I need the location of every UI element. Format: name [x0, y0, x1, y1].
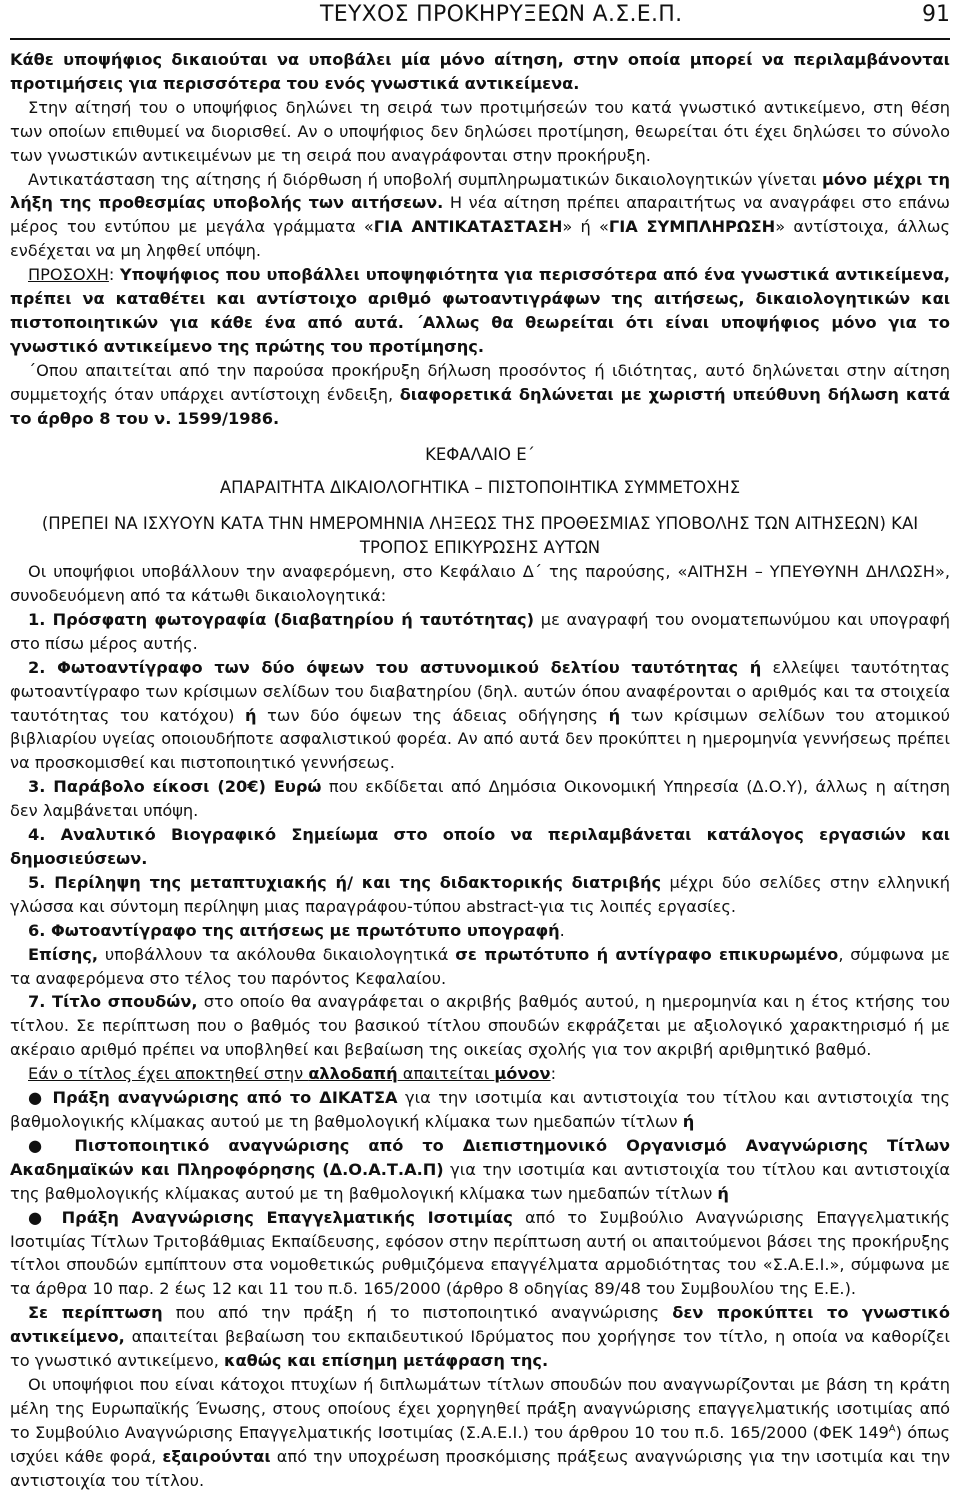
text-run: από την υποχρέωση προσκόμισης πράξεως αναγνώρισης για την ισοτιμία και την αντιστοιχία του τίτλου. [10, 1446, 950, 1490]
paragraph-p5 [10, 359, 950, 431]
text-run: : [550, 1064, 557, 1084]
text-run: Οι υποψήφιοι που είναι κάτοχοι πτυχίων ή διπλωμάτων τίτλων σπουδών που αναγνωρίζονται με βάση τη κράτη μέλη της Ευρωπαϊκής Ένωσης, στους οποίους έχει χορηγηθεί πράξη αναγνώρισης επαγγελματικής ισοτιμίας από το Συμβούλιο Αναγνώρισης Επαγγελματικής Ισοτιμίας (Σ.Α.Ε.Ι.) του άρθρου 10 του π.δ. 165/2000 (ΦΕΚ 149 [10, 1374, 950, 1442]
paragraph-p17 [10, 990, 950, 1062]
text-run: 2. Φωτοαντίγραφο των δύο όψεων του αστυνομικού δελτίου ταυτότητας ή [28, 657, 762, 677]
paragraph-p19 [10, 1086, 950, 1134]
document-body [10, 48, 950, 1492]
text-run: 1. Πρόσφατη φωτογραφία (διαβατηρίου ή ταυτότητας) [28, 609, 535, 629]
text-run: από το Συμβούλιο Αναγνώρισης Επαγγελματικής Ισοτιμίας Τίτλων Τριτοβάθμιας Εκπαίδευσης, εφόσον στην περίπτωση αυτή οι απαιτούμενοι βάσει της προκήρυξης τίτλοι σπουδών εμπίπτουν στα νομοθετικώς ρυθμιζόμενα επαγγέλματα αρμοδιότητας του «Σ.Α.Ε.Ι.», σύμφωνα με τα άρθρα 10 παρ. 2 έως 12 και 11 του π.δ. 165/2000 (άρθρο 8 οδηγίας 89/48 του Συμβουλίου της Ε.Ε.). [10, 1207, 950, 1299]
text-run: Αντικατάσταση της αίτησης ή διόρθωση ή υποβολή συμπληρωματικών δικαιολογητικών γίνεται [28, 169, 822, 189]
paragraph-p11 [10, 656, 950, 776]
text-run: . [559, 920, 565, 940]
text-run: που εκδίδεται από Δημόσια Οικονομική Υπηρεσία (Δ.Ο.Υ), άλλως η αίτηση δεν λαμβάνεται υπόψη. [10, 777, 950, 821]
text-run: ΄Οπου απαιτείται από την παρούσα προκήρυξη δήλωση προσόντος ή ιδιότητας, αυτό δηλώνεται στην αίτηση συμμετοχής όταν υπάρχει αντίστοιχη ένδειξη, [10, 360, 950, 404]
text-run: για την ισοτιμία και αντιστοιχία του τίτλου και αντιστοιχία της βαθμολογικής κλίμακας αυτού με τη βαθμολογική κλίμακα των ημεδαπών τίτλων [10, 1088, 951, 1131]
text-run: αλλοδαπή [308, 1064, 398, 1084]
text-run: Κάθε υποψήφιος δικαιούται να υποβάλει μία μόνο αίτηση, στην οποία μπορεί να περιλαμβάνονται προτιμήσεις για περισσότερα του ενός γνωστικά αντικείμενα. [10, 50, 950, 93]
text-run: ΚΕΦΑΛΑΙΟ Ε΄ [425, 444, 535, 464]
paragraph-p23 [10, 1373, 950, 1492]
paragraph-p16 [10, 943, 950, 991]
text-run: καθώς και επίσημη μετάφραση της. [224, 1351, 549, 1371]
paragraph-p6 [10, 443, 950, 467]
text-run: Στην αίτησή του ο υποψήφιος δηλώνει τη σειρά των προτιμήσεών του κατά γνωστικό αντικείμενο, στη θέση των οποίων επιθυμεί να διορισθεί. Αν ο υποψήφιος δεν δηλώσει προτίμηση, θεωρείται ότι έχει δηλώσει το σύνολο των γνωστικών αντικειμένων με τη σειρά που αναγράφονται στην προκήρυξη. [10, 97, 950, 165]
text-run: με αναγραφή του ονοματεπωνύμου και υπογραφή στο πίσω μέρος αυτής. [10, 609, 951, 653]
text-run: : [108, 265, 120, 285]
paragraph-p10 [10, 608, 950, 656]
text-run: Υποψήφιος που υποβάλλει υποψηφιότητα για περισσότερα από ένα γνωστικά αντικείμενα, πρέπει να καταθέτει και αντίστοιχο αριθμό φωτοαντιγράφων της αιτήσεως, δικαιολογητικών και πιστοποιητικών για κάθε ένα από αυτά. ΄Αλλως θα θεωρείται ότι είναι υποψήφιος μόνο για το γνωστικό αντικείμενο της πρώτης του προτίμησης. [10, 265, 950, 356]
text-run: ΑΠΑΡΑΙΤΗΤΑ ΔΙΚΑΙΟΛΟΓΗΤΙΚΑ – ΠΙΣΤΟΠΟΙΗΤΙΚΑ ΣΥΜΜΕΤΟΧΗΣ [219, 478, 741, 498]
paragraph-p2 [10, 96, 950, 168]
text-run: ΓΙΑ ΑΝΤΙΚΑΤΑΣΤΑΣΗ [373, 217, 563, 237]
text-run: Οι υποψήφιοι υποβάλλουν την αναφερόμενη, στο Κεφάλαιο Δ΄ της παρούσης, «ΑΙΤΗΣΗ – ΥΠΕΥΘΥΝΗ ΔΗΛΩΣΗ», συνοδευόμενη από τα κάτωθι δικαιολογητικά: [10, 562, 950, 606]
text-run: απαιτείται [397, 1064, 495, 1084]
text-run: δεν προκύπτει το γνωστικό αντικείμενο, [10, 1303, 951, 1347]
text-run: μέχρι δύο σελίδες στην ελληνική γλώσσα και σύντομη περίληψη μιας παραγράφου-τύπου abstract-για τις λοιπές εργασίες. [10, 872, 950, 916]
text-run: ) όπως ισχύει κάθε φορά, [10, 1422, 950, 1466]
paragraph-p20 [10, 1134, 950, 1206]
text-run: Α [888, 1423, 896, 1435]
header-title: ΤΕΥΧΟΣ ΠΡΟΚΗΡΥΞΕΩΝ Α.Σ.Ε.Π. [320, 2, 683, 27]
text-run: απαιτείται βεβαίωση του εκπαιδευτικού Ιδρύματος που χορήγησε τον τίτλο, η οποία να καθορίζει το γνωστικό αντικείμενο, [10, 1327, 950, 1371]
text-run: 5. Περίληψη της μεταπτυχιακής ή/ και της διδακτορικής διατριβής [28, 872, 662, 892]
paragraph-p9 [10, 560, 950, 608]
text-run: μόνον [494, 1064, 551, 1084]
text-run: » ή « [562, 217, 609, 237]
text-run: ● Πράξη Αναγνώρισης Επαγγελματικής Ισοτιμίας [28, 1207, 513, 1227]
text-run: των κρίσιμων σελίδων του ατομικού βιβλιαρίου υγείας οποιουδήποτε ασφαλιστικού φορέα. Αν από αυτά δεν προκύπτει η ημερομηνία γεννήσεως πρέπει να προσκομισθεί και πιστοποιητικό γεννήσεως. [10, 705, 950, 773]
text-run: Η νέα αίτηση πρέπει απαραιτήτως να αναγράφει στο επάνω μέρος του εντύπου με μεγάλα γράμματα « [10, 193, 950, 237]
paragraph-p8 [10, 512, 950, 560]
text-run: 3. Παράβολο είκοσι (20€) Ευρώ [28, 777, 322, 797]
paragraph-p21 [10, 1206, 950, 1302]
document-page [10, 0, 950, 1492]
text-run: ● Πράξη αναγνώρισης από το ΔΙΚΑΤΣΑ [28, 1088, 398, 1108]
text-run: 7. Τίτλο σπουδών, [28, 992, 198, 1012]
paragraph-p22 [10, 1301, 950, 1373]
text-run: ή [245, 705, 257, 725]
page-header [10, 0, 950, 40]
text-run: που από την πράξη ή το πιστοποιητικό αναγνώρισης [162, 1303, 673, 1323]
text-run: εξαιρούνται [162, 1446, 271, 1466]
text-run: για την ισοτιμία και αντιστοιχία του τίτλου και αντιστοιχία της βαθμολογικής κλίμακας αυτού με τη βαθμολογική κλίμακα των ημεδαπών τίτλων [10, 1159, 950, 1203]
text-run: Επίσης, [28, 944, 99, 964]
text-run: υποβάλλουν τα ακόλουθα δικαιολογητικά [98, 944, 456, 964]
text-run: ή [682, 1111, 695, 1131]
text-run: των δύο όψεων της άδειας οδήγησης [256, 705, 609, 725]
text-run: (ΠΡΕΠΕΙ ΝΑ ΙΣΧΥΟΥΝ ΚΑΤΑ ΤΗΝ ΗΜΕΡΟΜΗΝΙΑ ΛΗΞΕΩΣ ΤΗΣ ΠΡΟΘΕΣΜΙΑΣ ΥΠΟΒΟΛΗΣ ΤΩΝ ΑΙΤΗΣΕΩΝ) ΚΑΙ ΤΡΟΠΟΣ ΕΠΙΚΥΡΩΣΗΣ ΑΥΤΩΝ [41, 514, 919, 558]
text-run: στο οποίο θα αναγράφεται ο ακριβής βαθμός αυτού, η ημερομηνία και η έτος κτήσης του τίτλου. Σε περίπτωση που ο βαθμός του βασικού τίτλου σπουδών εκφράζεται με αξιολογικό χαρακτηρισμό ή με ακέραιο αριθμό πρέπει να υποβληθεί και βεβαίωση της οικείας σχολής για τον ακριβή αριθμητικό βαθμό. [10, 992, 950, 1060]
text-run: Εάν ο τίτλος έχει αποκτηθεί στην [28, 1064, 309, 1084]
paragraph-p14 [10, 871, 950, 919]
paragraph-p12 [10, 775, 950, 823]
text-run: ● Πιστοποιητικό αναγνώρισης από το Διεπιστημονικό Οργανισμό Αναγνώρισης Τίτλων Ακαδημαϊκών και Πληροφόρησης (Δ.Ο.Α.Τ.Α.Π) [10, 1135, 950, 1179]
paragraph-p13 [10, 823, 950, 871]
text-run: , σύμφωνα με τα αναφερόμενα στο τέλος του παρόντος Κεφαλαίου. [10, 944, 950, 988]
text-run: διαφορετικά δηλώνεται με χωριστή υπεύθυνη δήλωση κατά το άρθρο 8 του ν. 1599/1986. [10, 384, 950, 428]
text-run: ΠΡΟΣΟΧΗ [28, 265, 109, 285]
paragraph-p7 [10, 476, 950, 500]
page-number: 91 [922, 2, 950, 27]
paragraph-p3 [10, 168, 950, 264]
paragraph-p18 [10, 1062, 950, 1086]
text-run: ελλείψει ταυτότητας φωτοαντίγραφο των κρίσιμων σελίδων του διαβατηρίου (δηλ. αυτών όπου αναφέρονται ο αριθμός και τα στοιχεία ταυτότητας του κατόχου) [10, 657, 951, 725]
text-run: μόνο μέχρι τη λήξη της προθεσμίας υποβολής των αιτήσεων. [10, 169, 950, 213]
text-run: 4. Αναλυτικό Βιογραφικό Σημείωμα στο οποίο να περιλαμβάνεται κατάλογος εργασιών και δημοσιεύσεων. [10, 825, 950, 868]
text-run: ΓΙΑ ΣΥΜΠΛΗΡΩΣΗ [608, 217, 776, 237]
text-run: ή [608, 705, 621, 725]
text-run: ή [717, 1183, 729, 1203]
text-run: Σε περίπτωση [28, 1303, 163, 1323]
text-run: 6. Φωτοαντίγραφο της αιτήσεως με πρωτότυπο υπογραφή [28, 920, 560, 940]
text-run: σε πρωτότυπο ή αντίγραφο επικυρωμένο [455, 944, 839, 964]
paragraph-p15 [10, 919, 950, 943]
paragraph-p1 [10, 48, 950, 96]
text-run: » αντίστοιχα, άλλως ενδέχεται να μη ληφθεί υπόψη. [10, 217, 950, 261]
paragraph-p4 [10, 263, 950, 359]
